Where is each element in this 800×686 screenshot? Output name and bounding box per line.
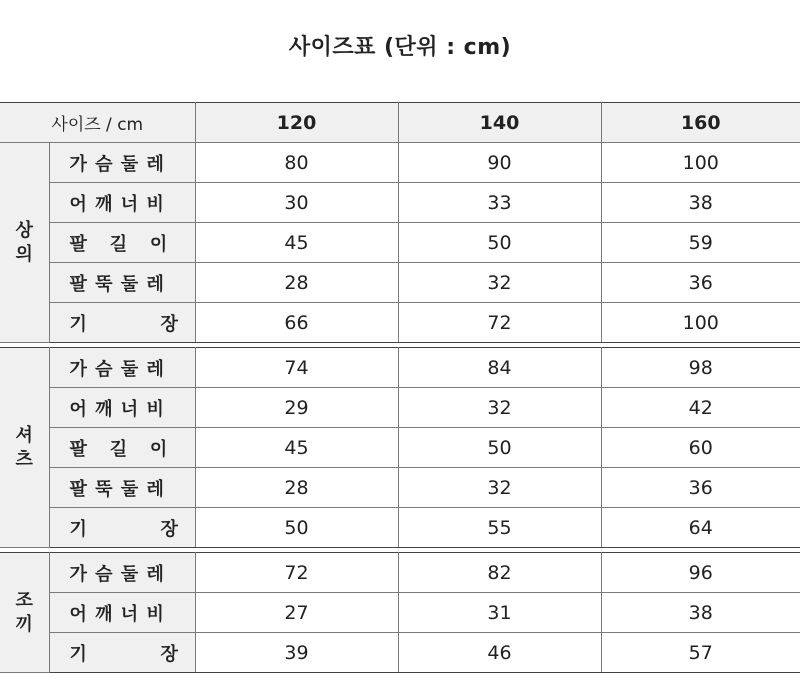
measurement-value: 31: [398, 593, 601, 633]
measurement-value: 32: [398, 388, 601, 428]
measurement-value: 96: [601, 553, 800, 593]
table-row: [0, 183, 800, 223]
measurement-label: 팔 길 이: [49, 428, 195, 468]
category-cell: 셔 츠: [0, 348, 49, 548]
measurement-value: 33: [398, 183, 601, 223]
measurement-value: 59: [601, 223, 800, 263]
measurement-label: 기 장: [49, 508, 195, 548]
measurement-label: 기 장: [49, 633, 195, 673]
table-row: [0, 428, 800, 468]
table-row: [0, 263, 800, 303]
size-chart-table: [0, 102, 800, 673]
measurement-value: 72: [398, 303, 601, 343]
measurement-value: 50: [398, 428, 601, 468]
measurement-value: 30: [195, 183, 398, 223]
header-row: [0, 103, 800, 143]
table-row: [0, 593, 800, 633]
measurement-label: 팔 뚝 둘 레: [49, 468, 195, 508]
measurement-value: 98: [601, 348, 800, 388]
table-row: [0, 143, 800, 183]
measurement-label: 팔 길 이: [49, 223, 195, 263]
measurement-value: 100: [601, 143, 800, 183]
category-cell: 상 의: [0, 143, 49, 343]
measurement-value: 84: [398, 348, 601, 388]
table-row: [0, 553, 800, 593]
page-title: 사이즈표 (단위 : cm): [288, 35, 512, 60]
measurement-value: 32: [398, 263, 601, 303]
table-row: [0, 388, 800, 428]
measurement-value: 90: [398, 143, 601, 183]
measurement-value: 28: [195, 263, 398, 303]
header-size-cell: 160: [601, 103, 800, 143]
measurement-value: 45: [195, 428, 398, 468]
table-row: [0, 633, 800, 673]
measurement-value: 32: [398, 468, 601, 508]
table-row: [0, 223, 800, 263]
measurement-label: 어 깨 너 비: [49, 593, 195, 633]
measurement-value: 46: [398, 633, 601, 673]
measurement-value: 42: [601, 388, 800, 428]
table-row: [0, 303, 800, 343]
header-size-cell: 120: [195, 103, 398, 143]
header-size-cell: 140: [398, 103, 601, 143]
measurement-value: 55: [398, 508, 601, 548]
category-cell: 조 끼: [0, 553, 49, 673]
measurement-label: 어 깨 너 비: [49, 388, 195, 428]
measurement-value: 66: [195, 303, 398, 343]
measurement-value: 72: [195, 553, 398, 593]
measurement-label: 팔 뚝 둘 레: [49, 263, 195, 303]
measurement-value: 64: [601, 508, 800, 548]
measurement-value: 38: [601, 183, 800, 223]
measurement-value: 29: [195, 388, 398, 428]
size-chart-body: [0, 103, 800, 673]
measurement-value: 74: [195, 348, 398, 388]
measurement-label: 가 슴 둘 레: [49, 143, 195, 183]
measurement-value: 36: [601, 468, 800, 508]
measurement-value: 38: [601, 593, 800, 633]
measurement-value: 36: [601, 263, 800, 303]
measurement-value: 100: [601, 303, 800, 343]
measurement-value: 45: [195, 223, 398, 263]
measurement-label: 기 장: [49, 303, 195, 343]
measurement-value: 60: [601, 428, 800, 468]
measurement-value: 82: [398, 553, 601, 593]
measurement-value: 39: [195, 633, 398, 673]
table-row: [0, 348, 800, 388]
table-row: [0, 468, 800, 508]
measurement-value: 50: [398, 223, 601, 263]
measurement-value: 27: [195, 593, 398, 633]
table-row: [0, 508, 800, 548]
header-label-cell: 사이즈 / cm: [0, 103, 195, 143]
measurement-label: 가 슴 둘 레: [49, 553, 195, 593]
measurement-label: 어 깨 너 비: [49, 183, 195, 223]
measurement-value: 80: [195, 143, 398, 183]
measurement-value: 57: [601, 633, 800, 673]
measurement-label: 가 슴 둘 레: [49, 348, 195, 388]
measurement-value: 28: [195, 468, 398, 508]
measurement-value: 50: [195, 508, 398, 548]
